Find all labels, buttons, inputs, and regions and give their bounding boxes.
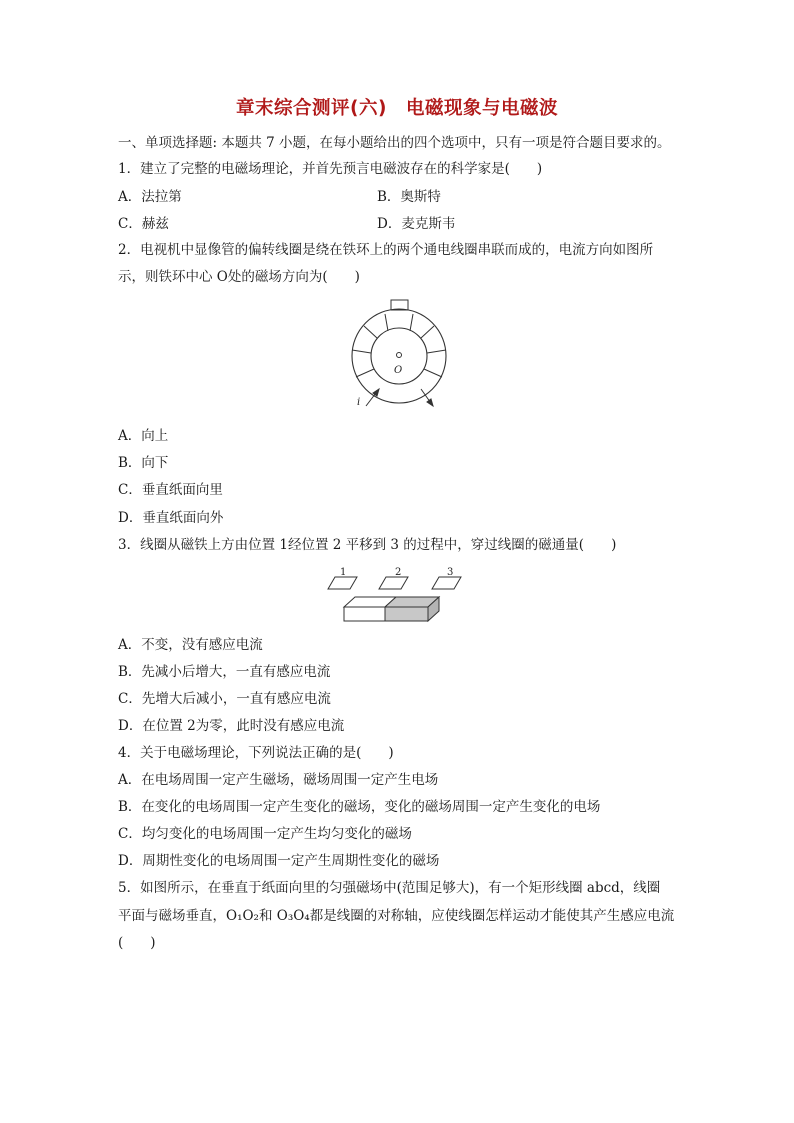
q1-option-b[interactable]: B．奥斯特: [377, 189, 441, 205]
q2-figure-current-label: i: [357, 397, 361, 408]
q3-option-c[interactable]: C．先增大后减小，一直有感应电流: [118, 691, 331, 707]
q1-option-a[interactable]: A．法拉第: [118, 189, 182, 205]
q3-magnet-coil-figure: [322, 562, 472, 626]
q4-option-b[interactable]: B．在变化的电场周围一定产生变化的磁场，变化的磁场周围一定产生变化的电场: [118, 799, 601, 815]
q2-figure-center-label: O: [394, 365, 403, 376]
page-title: 章末综合测评(六) 电磁现象与电磁波: [236, 98, 558, 119]
q4-option-d[interactable]: D．周期性变化的电场周围一定产生周期性变化的磁场: [118, 853, 440, 869]
q1-stem: 1．建立了完整的电磁场理论，并首先预言电磁波存在的科学家是( ): [118, 161, 543, 177]
q3-position-label-3: 3: [447, 567, 454, 578]
q3-option-d[interactable]: D．在位置 2为零，此时没有感应电流: [118, 718, 345, 734]
q3-position-label-1: 1: [340, 567, 347, 578]
section-header: 一、单项选择题: 本题共 7 小题，在每小题给出的四个选项中，只有一项是符合题目要求的。: [118, 135, 671, 151]
q4-option-a[interactable]: A．在电场周围一定产生磁场，磁场周围一定产生电场: [118, 772, 439, 788]
q2-option-d[interactable]: D．垂直纸面向外: [118, 510, 224, 526]
q5-stem-line1: 5．如图所示，在垂直于纸面向里的匀强磁场中(范围足够大)，有一个矩形线圈 abcd，线圈: [118, 880, 661, 896]
q2-deflection-coil-figure: [340, 292, 460, 414]
q2-option-c[interactable]: C．垂直纸面向里: [118, 482, 223, 498]
q3-option-a[interactable]: A．不变，没有感应电流: [118, 637, 263, 653]
q1-option-c[interactable]: C．赫兹: [118, 216, 169, 232]
q4-option-c[interactable]: C．均匀变化的电场周围一定产生均匀变化的磁场: [118, 826, 412, 842]
q5-stem-line3: ( ): [118, 935, 156, 951]
q3-option-b[interactable]: B．先减小后增大，一直有感应电流: [118, 664, 331, 680]
q3-stem: 3．线圈从磁铁上方由位置 1经位置 2 平移到 3 的过程中，穿过线圈的磁通量( ): [118, 537, 617, 553]
q3-position-label-2: 2: [395, 567, 402, 578]
q2-stem-line2: 示，则铁环中心 O处的磁场方向为( ): [118, 269, 360, 285]
q4-stem: 4．关于电磁场理论，下列说法正确的是( ): [118, 745, 394, 761]
q2-option-b[interactable]: B．向下: [118, 455, 169, 471]
q1-option-d[interactable]: D．麦克斯韦: [377, 216, 456, 232]
q5-stem-line2: 平面与磁场垂直，O₁O₂和 O₃O₄都是线圈的对称轴，应使线圈怎样运动才能使其产生感应电流: [118, 908, 675, 924]
q2-stem-line1: 2．电视机中显像管的偏转线圈是绕在铁环上的两个通电线圈串联而成的，电流方向如图所: [118, 242, 654, 258]
q2-option-a[interactable]: A．向上: [118, 428, 169, 444]
